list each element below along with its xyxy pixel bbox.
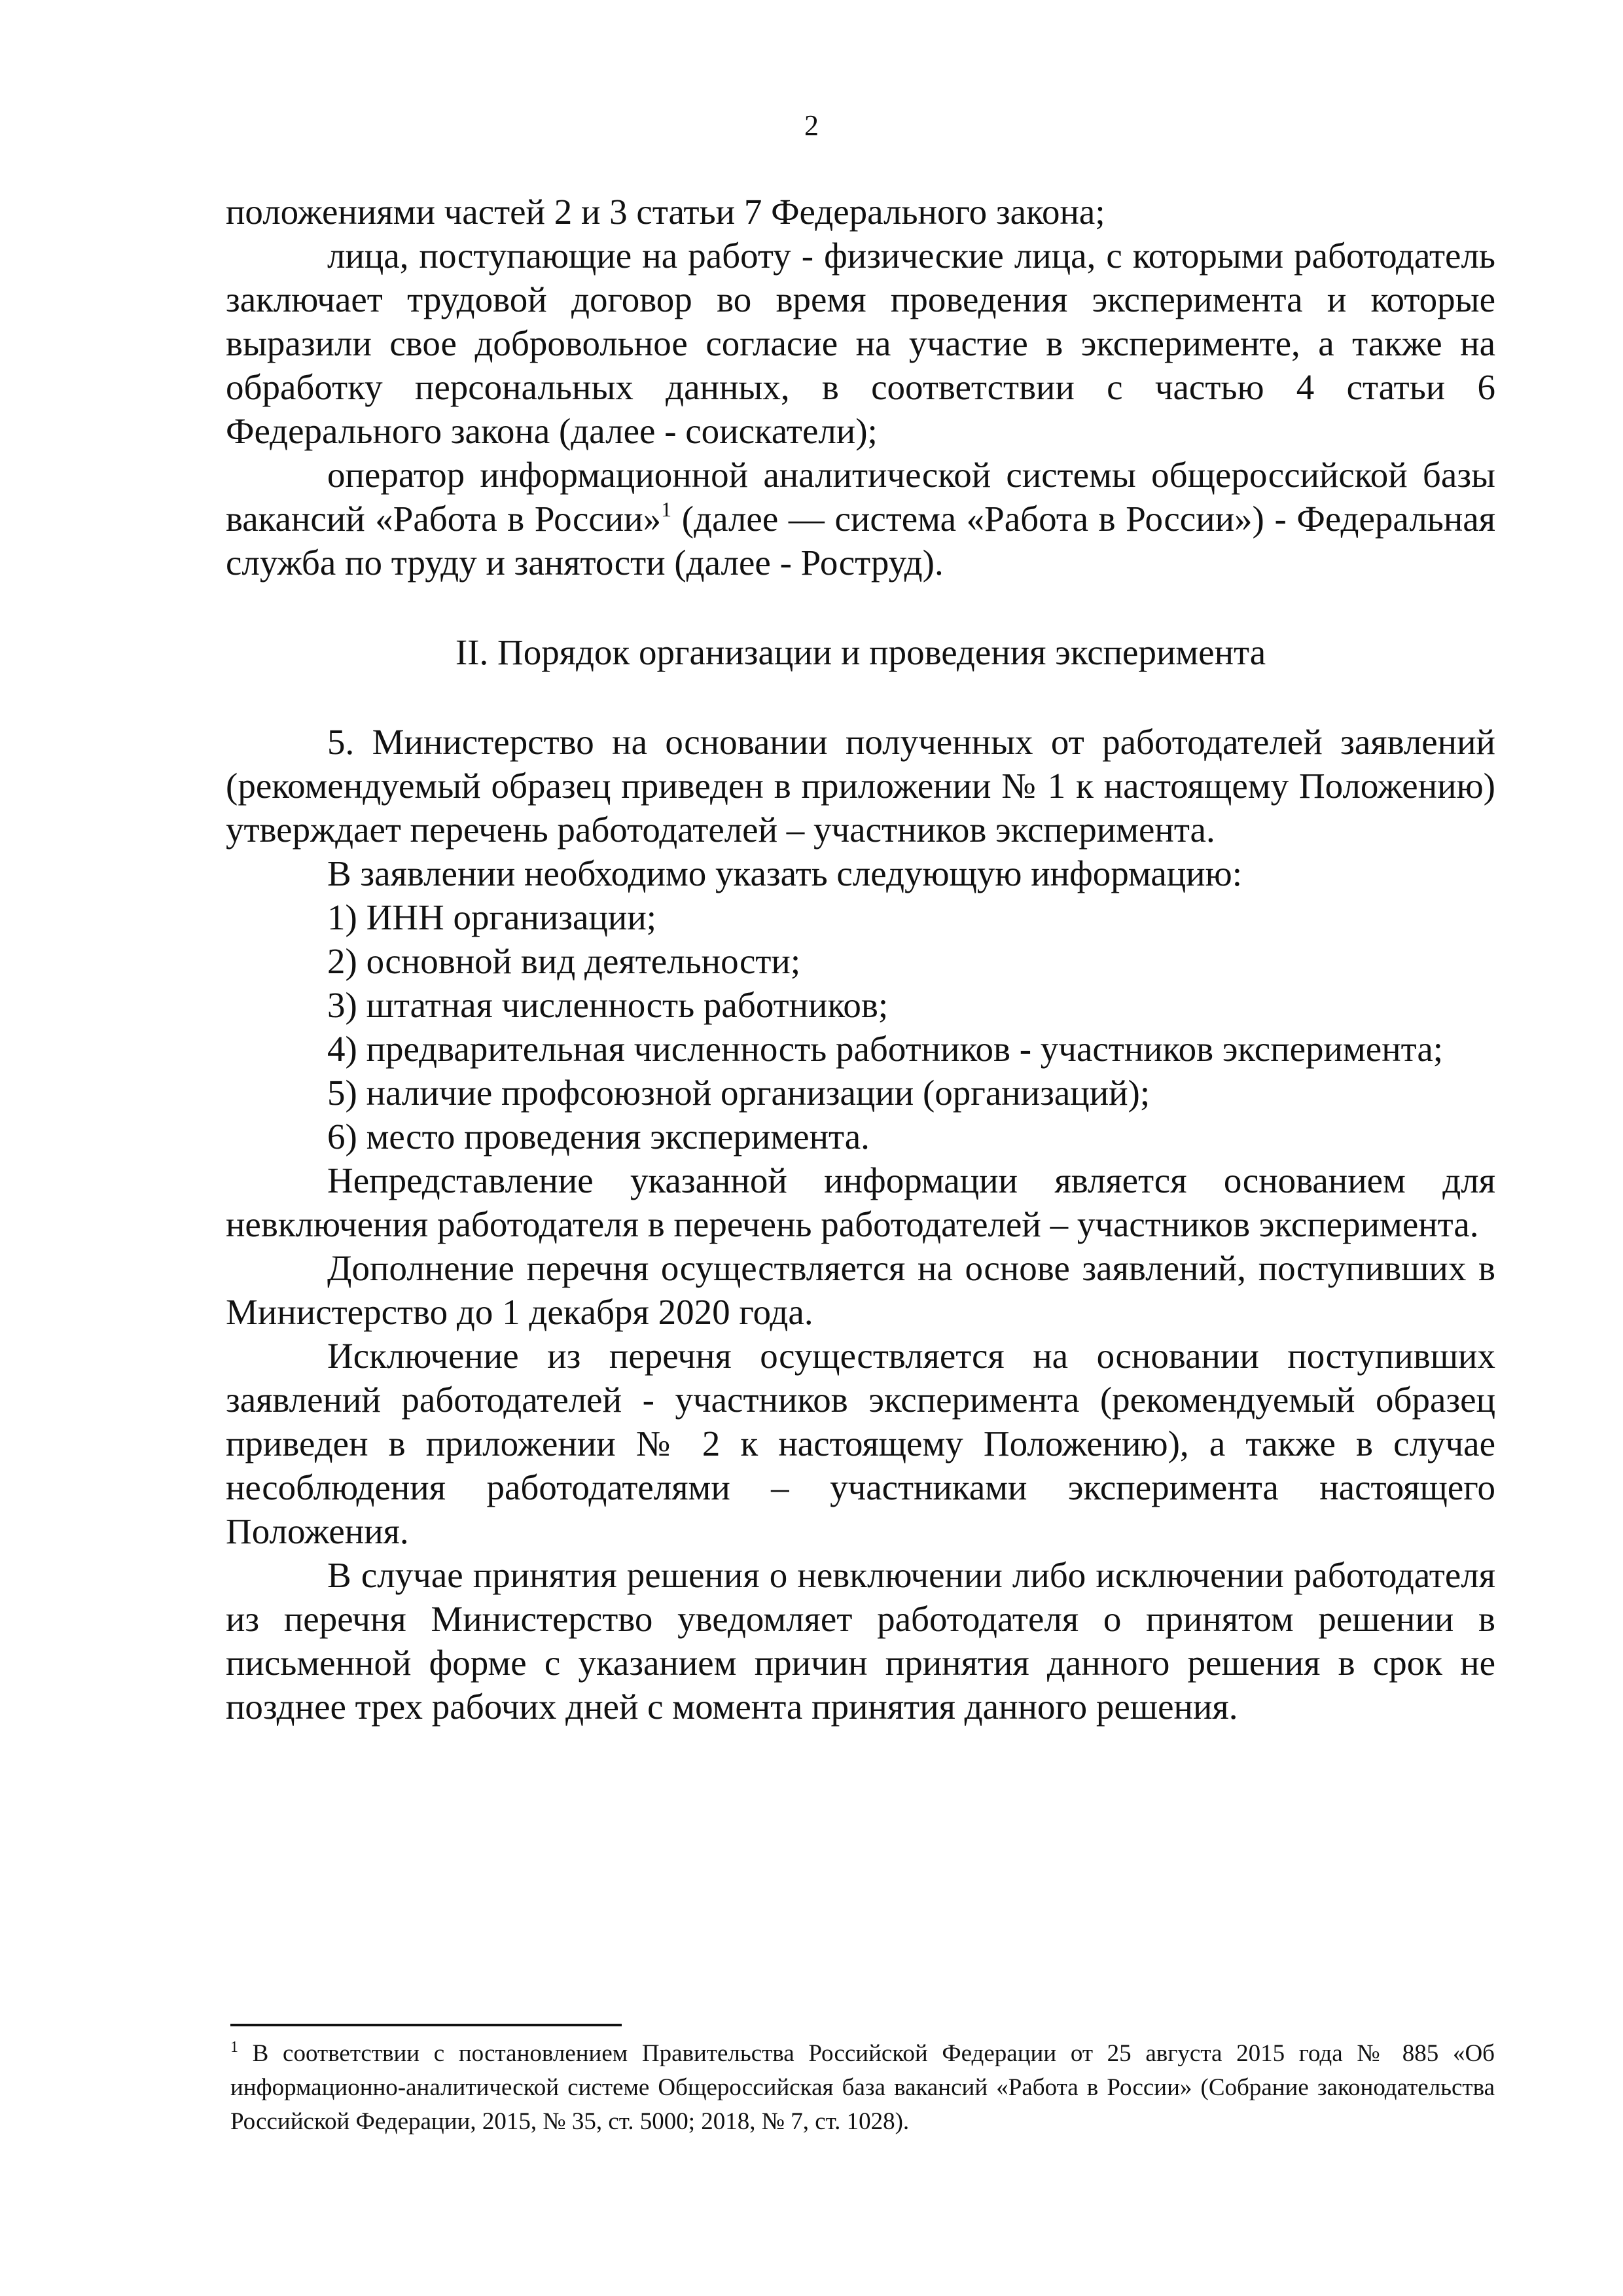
page-number: 2	[804, 109, 819, 141]
footnote-divider	[230, 2024, 622, 2026]
list-item-6: 6) место проведения эксперимента.	[327, 1117, 870, 1157]
paragraph-1: положениями частей 2 и 3 статьи 7 Федерального закона;	[226, 192, 1105, 232]
paragraph-8: Дополнение перечня осуществляется на основе заявлений, поступивших в Министерство до 1 декабря 2020 года.	[226, 1248, 1495, 1332]
list-item-2: 2) основной вид деятельности;	[327, 941, 801, 981]
list-item-5: 5) наличие профсоюзной организации (организаций);	[327, 1073, 1150, 1113]
document-body	[226, 190, 1495, 1729]
paragraph-10: В случае принятия решения о невключении либо исключении работодателя из перечня Министерство уведомляет работодателя о принятом решении в письменной форме с указанием причин принятия данного решения в срок не позднее трех рабочих дней с момента принятия данного решения.	[226, 1555, 1495, 1727]
paragraph-3-text-b: (далее — система «Работа в России») - Федеральная служба по труду и занятости (далее - Роструд).	[226, 499, 1495, 583]
section-heading: II. Порядок организации и проведения эксперимента	[455, 632, 1266, 672]
paragraph-6: В заявлении необходимо указать следующую информацию:	[327, 853, 1242, 893]
paragraph-3	[226, 453, 1495, 584]
footnote-mark: 1	[230, 2039, 238, 2056]
footnote-text: В соответствии с постановлением Правительства Российской Федерации от 25 августа 2015 года № 885 «Об информационно-аналитической системе Общероссийская база вакансий «Работа в России» (Собрание законодательства Российской Федерации, 2015, № 35, ст. 5000; 2018, № 7, ст. 1028).	[230, 2040, 1495, 2135]
paragraph-5: 5. Министерство на основании полученных от работодателей заявлений (рекомендуемый образец приведен в приложении № 1 к настоящему Положению) утверждает перечень работодателей – участников эксперимента.	[226, 722, 1495, 850]
footnote-reference[interactable]: 1	[661, 497, 672, 521]
paragraph-3-text-a: оператор информационной аналитической системы общероссийской базы вакансий «Работа в России»	[226, 455, 1495, 539]
footnote	[230, 2037, 1495, 2139]
list-item-1: 1) ИНН организации;	[327, 897, 657, 937]
paragraph-2: лица, поступающие на работу - физические лица, с которыми работодатель заключает трудовой договор во время проведения эксперимента и которые выразили свое добровольное согласие на участие в эксперименте, а также на обработку персональных данных, в соответствии с частью 4 статьи 6 Федерального закона (далее - соискатели);	[226, 236, 1495, 451]
paragraph-7: Непредставление указанной информации является основанием для невключения работодателя в перечень работодателей – участников эксперимента.	[226, 1160, 1495, 1244]
list-item-3: 3) штатная численность работников;	[327, 985, 889, 1025]
paragraph-9: Исключение из перечня осуществляется на основании поступивших заявлений работодателей - участников эксперимента (рекомендуемый образец приведен в приложении № 2 к настоящему Положению), а также в случае несоблюдения работодателями – участниками эксперимента настоящего Положения.	[226, 1336, 1495, 1551]
list-item-4: 4) предварительная численность работников - участников эксперимента;	[327, 1029, 1444, 1069]
